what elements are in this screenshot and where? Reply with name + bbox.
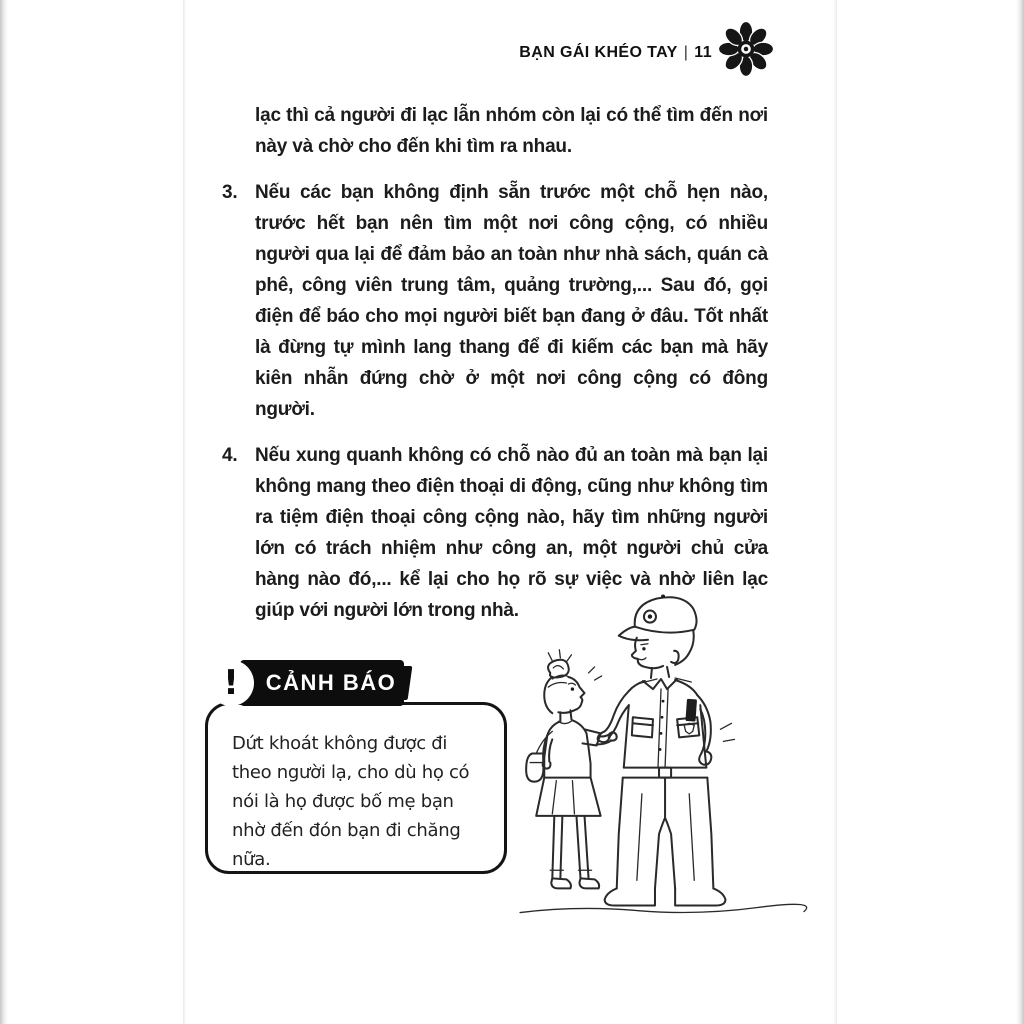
girl-figure — [526, 650, 617, 889]
header-title: KHÉO TAY — [594, 44, 678, 61]
page-header — [519, 44, 712, 62]
warning-label: CẢNH BÁO — [240, 660, 404, 706]
officer-figure — [598, 594, 735, 905]
numbered-list — [222, 177, 770, 626]
item-text: Nếu các bạn không định sẵn trước một chỗ hẹn nào, trước hết bạn nên tìm một nơi công cộng, có nhiều người qua lại để đảm bảo an toàn như nhà sách, quán cà phê, công viên trung tâm, quảng trường,... Sau đó, gọi điện để báo cho mọi người biết bạn đang ở đâu. Tốt nhất là đừng tự mình lang thang để đi kiếm các bạn mà hãy kiên nhẫn đứng chờ ở một nơi công cộng có đông người. — [255, 182, 768, 420]
header-series: BẠN GÁI — [519, 44, 590, 61]
item-number: 3. — [222, 182, 238, 203]
warning-box — [205, 702, 507, 874]
scan-line-right — [834, 0, 837, 1024]
header-page-number: 11 — [694, 44, 712, 61]
item-number: 4. — [222, 445, 238, 466]
list-item — [222, 177, 770, 425]
illustration-girl-and-police-officer — [506, 580, 808, 928]
warning-exclamation-icon: ! — [208, 660, 254, 706]
ground-line — [520, 904, 807, 912]
item-text: Nếu xung quanh không có chỗ nào đủ an toàn mà bạn lại không mang theo điện thoại di động, cũng như không tìm ra tiệm điện thoại công cộng nào, hãy tìm những người lớn có trách nhiệm như công an, một người chủ cửa hàng nào đó,... kể lại cho họ rõ sự việc và nhờ liên lạc giúp với người lớn trong nhà. — [255, 445, 768, 621]
page-edge-right — [1016, 0, 1024, 1024]
warning-text: Dứt khoát không được đi theo người lạ, cho dù họ có nói là họ được bố mẹ bạn nhờ đến đón bạn đi chăng nữa. — [232, 733, 470, 870]
intro-paragraph: lạc thì cả người đi lạc lẫn nhóm còn lại có thể tìm đến nơi này và chờ cho đến khi tìm ra nhau. — [255, 105, 768, 157]
page-content — [222, 100, 770, 626]
scan-line-left — [183, 0, 186, 1024]
header-separator: | — [683, 44, 689, 61]
page-edge-left — [0, 0, 8, 1024]
flower-icon — [718, 21, 774, 77]
